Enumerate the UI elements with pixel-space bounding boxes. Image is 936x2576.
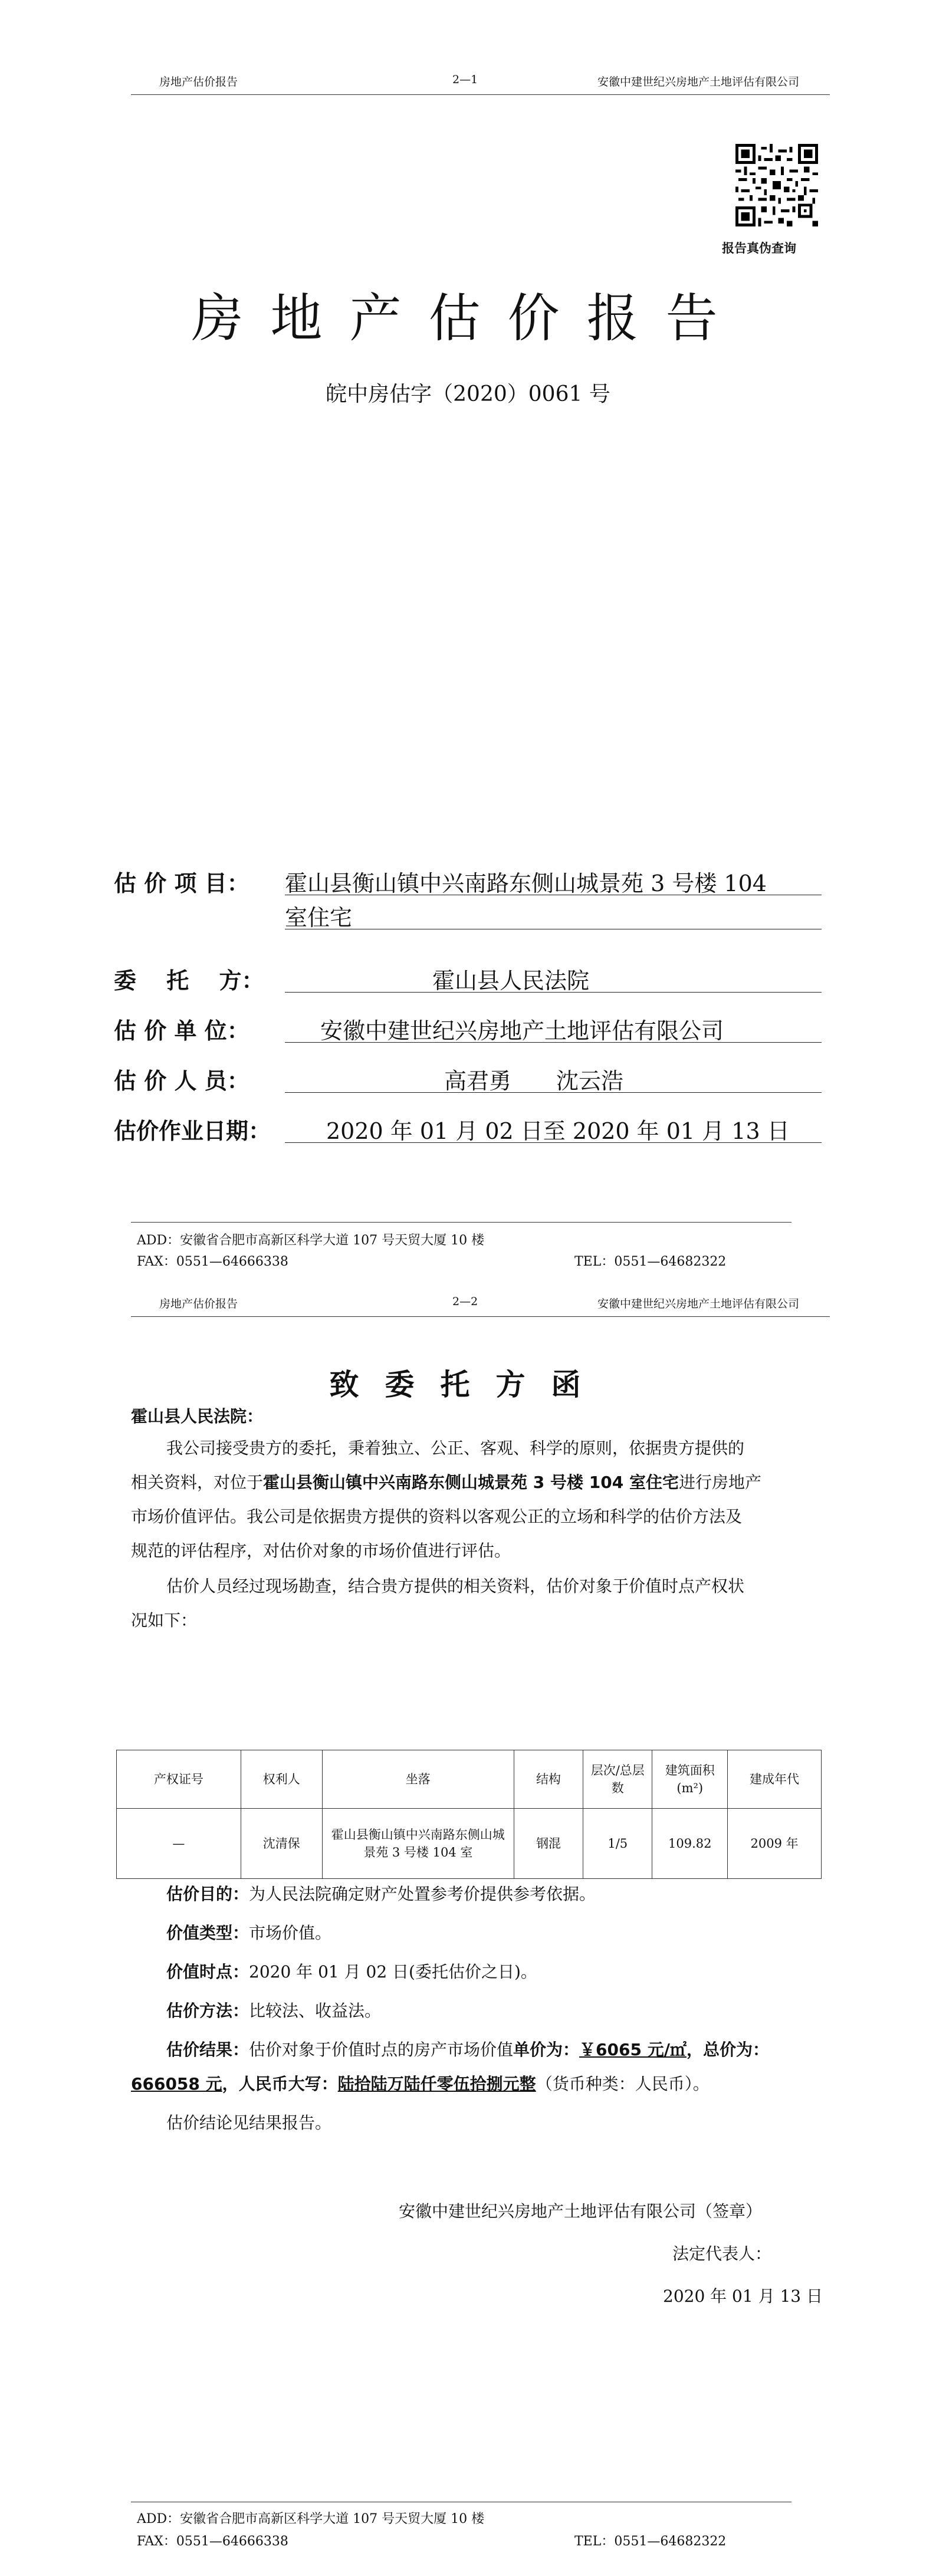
info-value: 霍山县人民法院 (432, 968, 590, 994)
footer-tel: TEL：0551—64682322 (574, 2534, 727, 2549)
para-text: 进行房地产 (678, 1473, 761, 1492)
method-text: 比较法、收益法。 (249, 2001, 382, 2020)
para-text: 况如下： (131, 1611, 198, 1630)
property-address-bold: 霍山县衡山镇中兴南路东侧山城景苑 3 号楼 104 室住宅 (263, 1473, 679, 1492)
upper-value: 陆拾陆万陆仟零伍拾捌元整 (337, 2074, 536, 2094)
header-company-text: 安徽中建世纪兴房地产土地评估有限公司 (597, 1297, 799, 1310)
table-header: 结构 (514, 1750, 583, 1809)
header-rule (131, 94, 830, 95)
table-header: 建成年代 (728, 1750, 822, 1809)
header-left-text: 房地产估价报告 (159, 75, 238, 88)
footer-rule (131, 1222, 792, 1223)
footer-fax: FAX：0551—64666338 (137, 1254, 288, 1269)
para-text: 估价人员经过现场勘查，结合贵方提供的相关资料，估价对象于价值时点产权状 (166, 1576, 745, 1596)
signature-date: 2020 年 01 月 13 日 (663, 2286, 823, 2306)
unit-price-label: 单价为： (513, 2040, 580, 2059)
value-date-label: 价值时点： (166, 1962, 249, 1982)
info-label: 估价作业日期： (114, 1118, 271, 1144)
info-label: 估 价 人 员： (114, 1068, 249, 1094)
property-table (116, 1750, 822, 1879)
running-header-2 (131, 1292, 830, 1316)
table-cell: — (117, 1809, 241, 1879)
currency-text: （货币种类：人民币）。 (536, 2074, 710, 2094)
letter-paragraph-1 (131, 1435, 821, 1564)
table-header: 建筑面积(m²) (652, 1750, 728, 1809)
total-value: 666058 元 (131, 2074, 222, 2094)
result-text: 估价对象于价值时点的房产市场价值 (249, 2040, 514, 2059)
footer-address: ADD：安徽省合肥市高新区科学大道 107 号天贸大厦 10 楼 (137, 2512, 485, 2526)
para-text: 市场价值评估。我公司是依据贵方提供的资料以客观公正的立场和科学的估价方法及 (131, 1507, 743, 1526)
table-header: 坐落 (322, 1750, 514, 1809)
footer-tel: TEL：0551—64682322 (574, 1254, 727, 1269)
footer-fax: FAX：0551—64666338 (137, 2534, 288, 2549)
valuation-details (131, 1881, 821, 2136)
info-label: 委 托 方： (114, 968, 264, 994)
letter-title: 致委托方函 (329, 1368, 607, 1402)
qr-caption: 报告真伪查询 (722, 241, 796, 255)
table-cell: 1/5 (583, 1809, 652, 1879)
table-cell: 2009 年 (728, 1809, 822, 1879)
para-text: 相关资料，对位于 (131, 1473, 264, 1492)
info-value-cont: 室住宅 (285, 905, 353, 931)
salutation: 霍山县人民法院： (131, 1407, 264, 1426)
header-page-number: 2—2 (452, 1295, 478, 1308)
letter-paragraph-2 (131, 1573, 821, 1634)
upper-label: ，人民币大写： (222, 2074, 338, 2094)
info-value: 高君勇 沈云浩 (444, 1068, 624, 1094)
para-text: 规范的评估程序，对估价对象的市场价值进行评估。 (131, 1541, 511, 1560)
purpose-text: 为人民法院确定财产处置参考价提供参考依据。 (249, 1884, 596, 1904)
total-label: ，总价为： (686, 2040, 769, 2059)
underline (285, 1142, 822, 1143)
result-label: 估价结果： (166, 2040, 249, 2059)
value-date-text: 2020 年 01 月 02 日(委托估价之日)。 (249, 1962, 537, 1982)
info-value: 2020 年 01 月 02 日至 2020 年 01 月 13 日 (326, 1118, 790, 1144)
method-label: 估价方法： (166, 2001, 249, 2020)
info-value: 霍山县衡山镇中兴南路东侧山城景苑 3 号楼 104 (285, 870, 767, 896)
value-type-text: 市场价值。 (249, 1923, 332, 1943)
table-header: 权利人 (241, 1750, 322, 1809)
info-label: 估 价 单 位： (114, 1018, 249, 1044)
report-number: 皖中房估字（2020）0061 号 (326, 382, 610, 406)
header-company-text: 安徽中建世纪兴房地产土地评估有限公司 (597, 75, 799, 88)
para-text: 我公司接受贵方的委托，秉着独立、公正、客观、科学的原则，依据贵方提供的 (166, 1438, 745, 1458)
info-value: 安徽中建世纪兴房地产土地评估有限公司 (320, 1018, 724, 1044)
underline (285, 992, 822, 993)
underline (285, 1042, 822, 1043)
signature-company: 安徽中建世纪兴房地产土地评估有限公司（签章） (399, 2202, 763, 2221)
header-rule (131, 1316, 830, 1317)
signature-representative: 法定代表人： (672, 2244, 772, 2263)
header-left-text: 房地产估价报告 (159, 1297, 238, 1310)
conclusion-text: 估价结论见结果报告。 (166, 2113, 332, 2133)
underline (285, 1092, 822, 1093)
table-header: 层次/总层数 (583, 1750, 652, 1809)
running-header (131, 70, 830, 94)
table-cell: 霍山县衡山镇中兴南路东侧山城景苑 3 号楼 104 室 (322, 1809, 514, 1879)
value-type-label: 价值类型： (166, 1923, 249, 1943)
purpose-label: 估价目的： (166, 1884, 249, 1904)
table-cell: 109.82 (652, 1809, 728, 1879)
table-row (117, 1809, 822, 1879)
report-title: 房地产估价报告 (191, 288, 745, 349)
info-label: 估 价 项 目： (114, 870, 249, 896)
qr-code-icon[interactable] (735, 144, 818, 226)
header-page-number: 2—1 (452, 73, 478, 86)
table-cell: 钢混 (514, 1809, 583, 1879)
table-header-row (117, 1750, 822, 1809)
table-header: 产权证号 (117, 1750, 241, 1809)
table-cell: 沈清保 (241, 1809, 322, 1879)
footer-address: ADD：安徽省合肥市高新区科学大道 107 号天贸大厦 10 楼 (137, 1233, 485, 1248)
unit-price-value: ￥6065 元/㎡ (579, 2040, 687, 2059)
